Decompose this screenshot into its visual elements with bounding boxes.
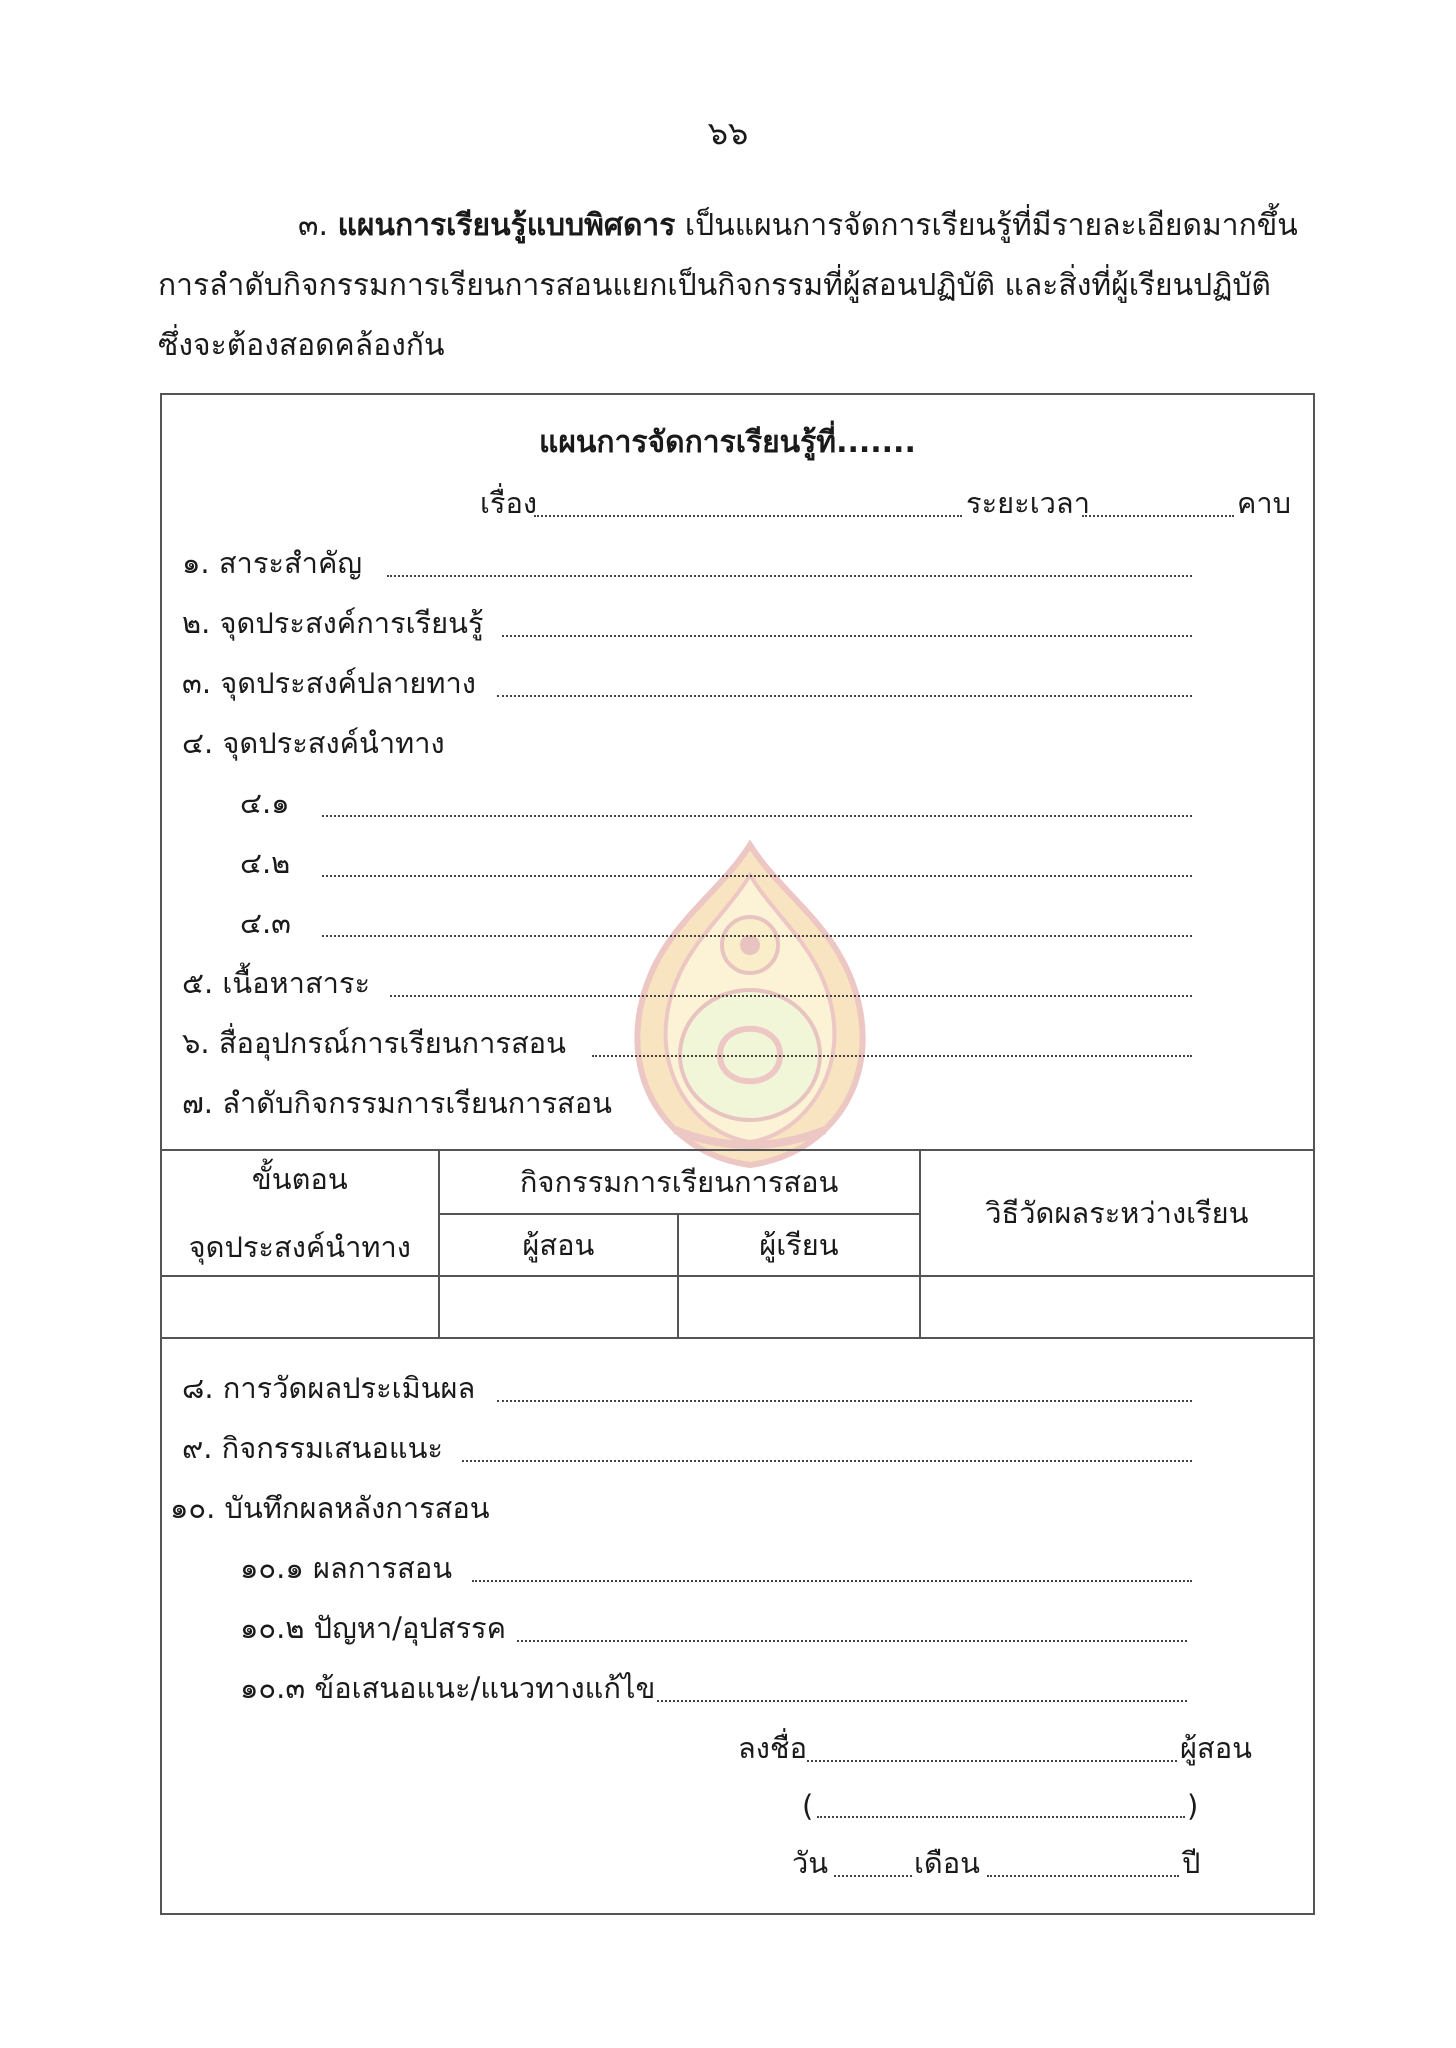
item-2: ๒. จุดประสงค์การเรียนรู้ (182, 606, 484, 640)
sign-label: ลงชื่อ (738, 1731, 808, 1765)
item-10-1-field[interactable] (472, 1580, 1192, 1582)
signature-field[interactable] (807, 1760, 1177, 1762)
item-5-field[interactable] (390, 995, 1192, 997)
page-number: ๖๖ (707, 114, 749, 152)
activities-header: กิจกรรมการเรียนการสอน (439, 1150, 920, 1214)
item-10-3: ๑๐.๓ ข้อเสนอแนะ/แนวทางแก้ไข (240, 1671, 656, 1705)
assessment-cell[interactable] (920, 1276, 1314, 1338)
intro-line-1 (158, 196, 1318, 256)
item-10-2: ๑๐.๒ ปัญหา/อุปสรรค (240, 1611, 507, 1645)
steps-header (161, 1150, 439, 1276)
item-10-2-field[interactable] (517, 1640, 1187, 1642)
teacher-header: ผู้สอน (439, 1214, 679, 1276)
item-6: ๖. สื่ออุปกรณ์การเรียนการสอน (182, 1026, 566, 1060)
form-title: แผนการจัดการเรียนรู้ที่....... (539, 425, 916, 460)
subject-label: เรื่อง (480, 486, 538, 520)
intro-line-3: ซึ่งจะต้องสอดคล้องกัน (158, 328, 445, 363)
item-7: ๗. ลำดับกิจกรรมการเรียนการสอน (182, 1086, 613, 1120)
assessment-header: วิธีวัดผลระหว่างเรียน (920, 1150, 1314, 1276)
item-4: ๔. จุดประสงค์นำทาง (182, 726, 445, 760)
intro-paragraph (158, 196, 1318, 376)
day-field[interactable] (834, 1875, 912, 1877)
month-field[interactable] (987, 1875, 1179, 1877)
teacher-cell[interactable] (439, 1276, 679, 1338)
item-6-field[interactable] (592, 1055, 1192, 1057)
item-3: ๓. จุดประสงค์ปลายทาง (182, 666, 476, 700)
steps-header-line-2: จุดประสงค์นำทาง (188, 1230, 411, 1264)
item-1: ๑. สาระสำคัญ (182, 546, 363, 580)
item-2-field[interactable] (502, 635, 1192, 637)
item-4-3-field[interactable] (322, 935, 1192, 937)
item-8-field[interactable] (497, 1400, 1192, 1402)
item-4-1: ๔.๑ (240, 786, 290, 820)
item-5: ๕. เนื้อหาสาระ (182, 966, 371, 1000)
duration-label: ระยะเวลา (966, 486, 1090, 520)
learner-cell[interactable] (678, 1276, 920, 1338)
item-8: ๘. การวัดผลประเมินผล (182, 1371, 476, 1405)
item-9: ๙. กิจกรรมเสนอแนะ (182, 1431, 443, 1465)
steps-header-line-1: ขั้นตอน (251, 1162, 348, 1196)
steps-cell[interactable] (161, 1276, 439, 1338)
item-4-2: ๔.๒ (240, 846, 291, 880)
item-10-3-field[interactable] (657, 1700, 1187, 1702)
paren-open: ( (802, 1789, 814, 1823)
item-10: ๑๐. บันทึกผลหลังการสอน (170, 1491, 490, 1525)
intro-lead: ๓. (298, 208, 338, 243)
month-label: เดือน (914, 1846, 980, 1880)
item-3-field[interactable] (497, 695, 1192, 697)
learner-header: ผู้เรียน (678, 1214, 920, 1276)
teacher-label: ผู้สอน (1180, 1731, 1252, 1765)
intro-line-2: การลำดับกิจกรรมการเรียนการสอนแยกเป็นกิจกรรมที่ผู้สอนปฏิบัติ และสิ่งที่ผู้เรียนปฏิบัติ (158, 268, 1271, 303)
item-1-field[interactable] (387, 575, 1192, 577)
year-label: ปี (1182, 1846, 1201, 1880)
period-label: คาบ (1237, 486, 1292, 520)
duration-field[interactable] (1082, 515, 1234, 517)
item-4-2-field[interactable] (322, 875, 1192, 877)
intro-heading: แผนการเรียนรู้แบบพิศดาร (337, 208, 676, 243)
item-4-1-field[interactable] (322, 815, 1192, 817)
paren-close: ) (1187, 1789, 1199, 1823)
item-4-3: ๔.๓ (240, 906, 291, 940)
name-field[interactable] (817, 1816, 1185, 1818)
subject-field[interactable] (534, 515, 962, 517)
intro-line-1-rest: เป็นแผนการจัดการเรียนรู้ที่มีรายละเอียดมากขึ้น (675, 208, 1298, 243)
activity-table (160, 1149, 1315, 1339)
item-9-field[interactable] (462, 1460, 1192, 1462)
day-label: วัน (792, 1846, 829, 1880)
item-10-1: ๑๐.๑ ผลการสอน (240, 1551, 453, 1585)
